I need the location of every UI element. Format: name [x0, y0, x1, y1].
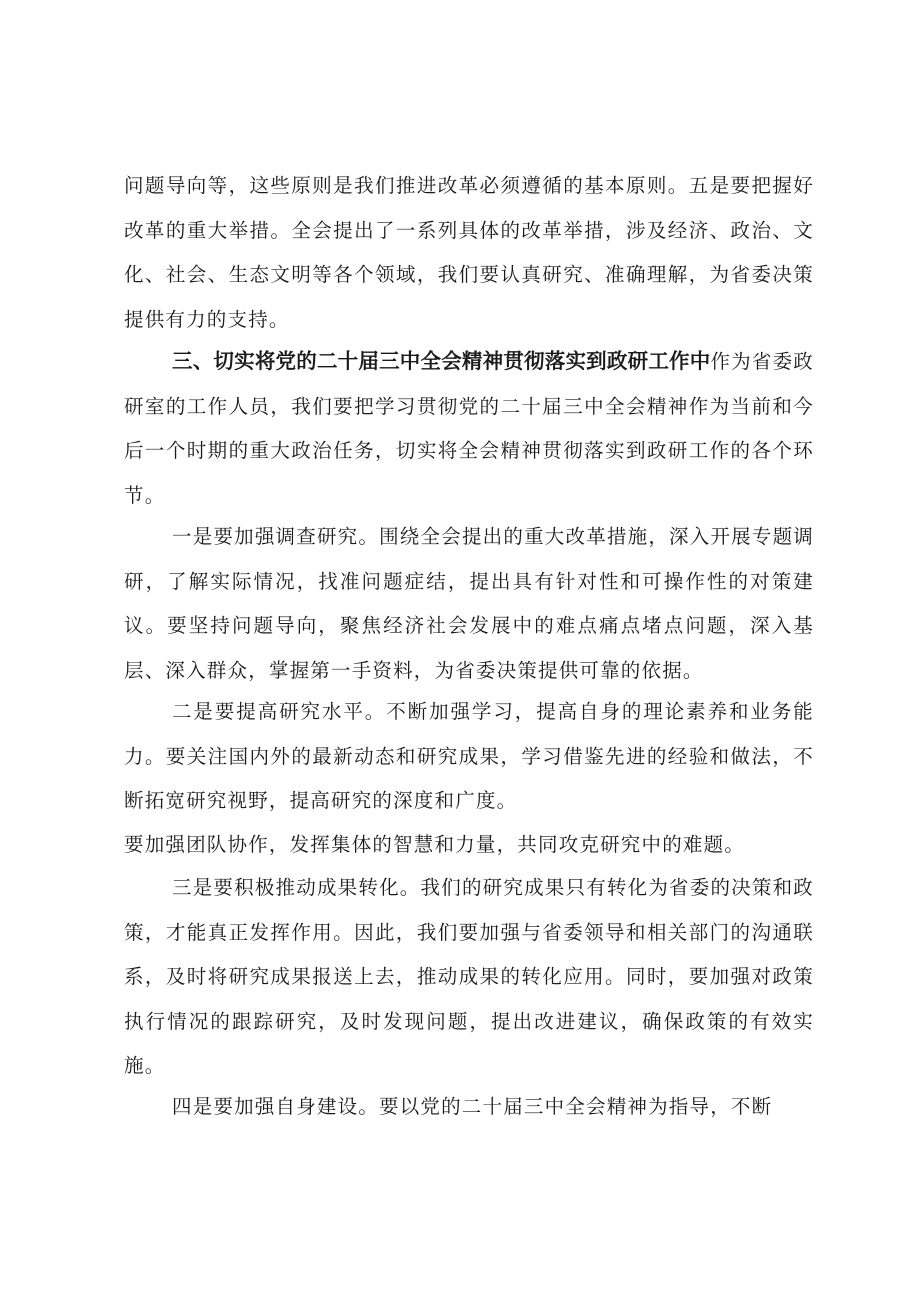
paragraph-reform-principles: 问题导向等，这些原则是我们推进改革必须遵循的基本原则。五是要把握好改革的重大举措。全会提出了一系列具体的改革举措，涉及经济、政治、文化、社会、生态文明等各个领域，我们要认真研究、准确理解，为省委决策提供有力的支持。 — [124, 174, 814, 331]
paragraph-point-four: 四是要加强自身建设。要以党的二十届三中全会精神为指导，不断 — [172, 1095, 773, 1118]
paragraph-point-two: 二是要提高研究水平。不断加强学习，提高自身的理论素养和业务能力。要关注国内外的最新动态和研究成果，学习借鉴先进的经验和做法，不断拓宽研究视野，提高研究的深度和广度。 — [124, 700, 814, 813]
paragraph-point-three: 三是要积极推动成果转化。我们的研究成果只有转化为省委的决策和政策，才能真正发挥作用。因此，我们要加强与省委领导和相关部门的沟通联系，及时将研究成果报送上去，推动成果的转化应用。同时，要加强对政策执行情况的跟踪研究，及时发现问题，提出改进建议，确保政策的有效实施。 — [124, 876, 814, 1078]
section-three-paragraph — [124, 339, 814, 518]
section-heading: 三、切实将党的二十届三中全会精神贯彻落实到政研工作中 — [172, 349, 711, 373]
paragraph-point-one: 一是要加强调查研究。围绕全会提出的重大改革措施，深入开展专题调研，了解实际情况，找准问题症结，提出具有针对性和可操作性的对策建议。要坚持问题导向，聚焦经济社会发展中的难点痛点堵点问题，深入基层、深入群众，掌握第一手资料，为省委决策提供可靠的依据。 — [124, 525, 814, 682]
paragraph-teamwork: 要加强团队协作，发挥集体的智慧和力量，共同攻克研究中的难题。 — [124, 833, 746, 856]
section-intro-text: 作为省委政研室的工作人员，我们要把学习贯彻党的二十届三中全会精神作为当前和今后一个时期的重大政治任务，切实将全会精神贯彻落实到政研工作的各个环节。 — [124, 350, 814, 507]
